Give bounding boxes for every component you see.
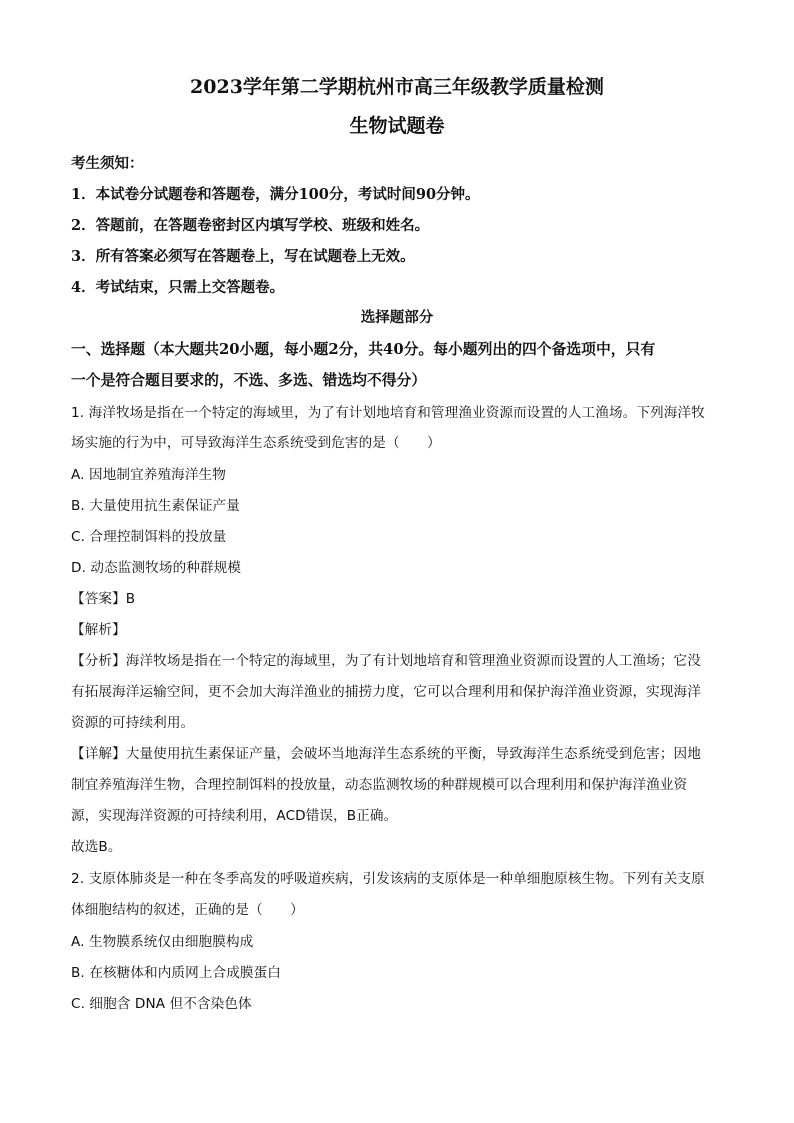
q1-answer: 【答案】B <box>71 591 136 607</box>
exam-title: 2023学年第二学期杭州市高三年级教学质量检测 <box>190 76 604 98</box>
q1-detail-line: 制宜养殖海洋生物，合理控制饵料的投放量，动态监测牧场的种群规模可以合理利用和保护海洋渔业资 <box>71 777 688 793</box>
section-intro-line: 一个是符合题目要求的，不选、多选、错选均不得分） <box>71 372 427 389</box>
q1-stem-line: 场实施的行为中，可导致海洋生态系统受到危害的是（ ） <box>71 435 441 451</box>
q1-conclusion: 故选B。 <box>71 839 122 855</box>
q1-option-b: B. 大量使用抗生素保证产量 <box>71 498 240 514</box>
q2-stem-line: 体细胞结构的叙述，正确的是（ ） <box>71 902 304 918</box>
notice-item: 3．所有答案必须写在答题卷上，写在试题卷上无效。 <box>71 248 415 265</box>
q1-detail-line: 源，实现海洋资源的可持续利用，ACD错误，B正确。 <box>71 808 398 824</box>
section-title: 选择题部分 <box>360 309 434 326</box>
q1-analysis-line: 有拓展海洋运输空间，更不会加大海洋渔业的捕捞力度，它可以合理利用和保护海洋渔业资源，实现海洋 <box>71 684 701 700</box>
q1-detail-line: 【详解】大量使用抗生素保证产量，会破坏当地海洋生态系统的平衡，导致海洋生态系统受到危害；因地 <box>71 746 701 762</box>
notice-heading: 考生须知： <box>71 155 144 172</box>
q2-option-b: B. 在核糖体和内质网上合成膜蛋白 <box>71 965 281 981</box>
q1-analysis-line: 资源的可持续利用。 <box>71 715 195 731</box>
q1-stem-line: 1. 海洋牧场是指在一个特定的海域里，为了有计划地培育和管理渔业资源而设置的人工渔场。下列海洋牧 <box>71 405 705 421</box>
section-intro-line: 一、选择题（本大题共20小题，每小题2分，共40分。每小题列出的四个备选项中，只有 <box>71 341 656 358</box>
q1-option-d: D. 动态监测牧场的种群规模 <box>71 560 242 576</box>
q2-stem-line: 2. 支原体肺炎是一种在冬季高发的呼吸道疾病，引发该病的支原体是一种单细胞原核生物。下列有关支原 <box>71 871 705 887</box>
exam-subtitle: 生物试题卷 <box>349 115 445 137</box>
q2-option-c: C. 细胞含 DNA 但不含染色体 <box>71 996 252 1012</box>
notice-item: 1．本试卷分试题卷和答题卷，满分100分，考试时间90分钟。 <box>71 186 480 203</box>
q1-analysis-label: 【解析】 <box>71 622 126 638</box>
q2-option-a: A. 生物膜系统仅由细胞膜构成 <box>71 934 254 950</box>
notice-item: 2．答题前，在答题卷密封区内填写学校、班级和姓名。 <box>71 217 430 234</box>
notice-item: 4．考试结束，只需上交答题卷。 <box>71 279 285 296</box>
q1-option-c: C. 合理控制饵料的投放量 <box>71 529 227 545</box>
q1-option-a: A. 因地制宜养殖海洋生物 <box>71 467 226 483</box>
q1-analysis-line: 【分析】海洋牧场是指在一个特定的海域里，为了有计划地培育和管理渔业资源而设置的人工渔场；它没 <box>71 653 701 669</box>
